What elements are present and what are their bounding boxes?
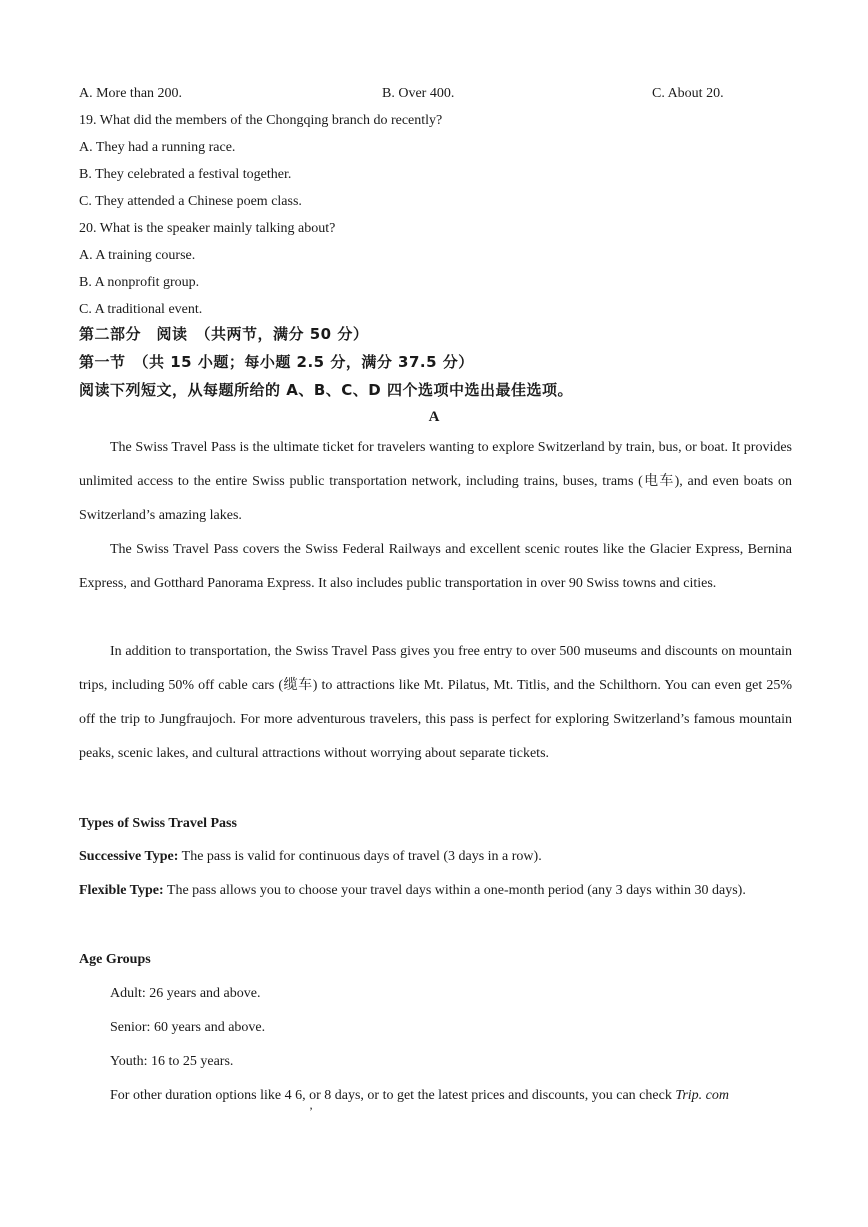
q20-option-c: C. A traditional event. <box>79 302 203 317</box>
q18-options <box>79 85 792 103</box>
section-one-heading: 第一节 （共 15 小题；每小题 2.5 分，满分 37.5 分） <box>79 353 474 371</box>
trip-com-link-text: Trip. com <box>675 1088 730 1103</box>
q20-option-a: A. A training course. <box>79 248 196 263</box>
q20-option-b: B. A nonprofit group. <box>79 275 200 290</box>
age-adult: Adult: 26 years and above. <box>110 986 261 1001</box>
paragraph-3: In addition to transportation, the Swiss Travel Pass gives you free entry to over 500 museums and discounts on mountain trips, including 50% off cable cars (缆车) to attractions like Mt. Pilatus, Mt. Titlis, and the Schilthorn. You can even get 25% off the trip to Jungfraujoch. For more adventurous travelers, this pass is perfect for exploring Switzerland’s famous mountain peaks, scenic lakes, and cultural attractions without worrying about separate tickets. <box>79 644 792 761</box>
flexible-type <box>79 874 792 908</box>
duration-options-text <box>110 1087 792 1105</box>
q18-option-a: A. More than 200. <box>79 86 183 101</box>
flexible-label: Flexible Type: <box>79 883 164 898</box>
successive-label: Successive Type: <box>79 849 179 864</box>
flexible-text: The pass allows you to choose your travel days within a one-month period (any 3 days within 30 days). <box>163 883 746 898</box>
duration-options-body: For other duration options like 4 6, or 8 days, or to get the latest prices and discounts, you can check <box>110 1088 676 1103</box>
q18-option-c: C. About 20. <box>652 86 724 101</box>
paragraph-1: The Swiss Travel Pass is the ultimate ticket for travelers wanting to explore Switzerland by train, bus, or boat. It provides unlimited access to the entire Swiss public transportation network, including trains, buses, trams (电车), and even boats on Switzerland’s amazing lakes. <box>79 440 792 523</box>
successive-type <box>79 840 792 874</box>
successive-text: The pass is valid for continuous days of travel (3 days in a row). <box>178 849 542 864</box>
q18-option-b: B. Over 400. <box>382 86 455 101</box>
q19-stem: 19. What did the members of the Chongqing branch do recently? <box>79 113 443 128</box>
q19-option-c: C. They attended a Chinese poem class. <box>79 194 302 209</box>
q19-option-b: B. They celebrated a festival together. <box>79 167 292 182</box>
age-youth: Youth: 16 to 25 years. <box>110 1054 234 1069</box>
part-two-heading: 第二部分 阅读 （共两节，满分 50 分） <box>79 325 369 343</box>
q19-option-a: A. They had a running race. <box>79 140 236 155</box>
age-groups-heading: Age Groups <box>79 952 151 967</box>
types-heading: Types of Swiss Travel Pass <box>79 816 237 831</box>
q20-stem: 20. What is the speaker mainly talking about? <box>79 221 336 236</box>
age-senior: Senior: 60 years and above. <box>110 1020 266 1035</box>
passage-letter: A <box>428 409 440 425</box>
stray-apostrophe: ’ <box>309 1104 313 1118</box>
paragraph-2: The Swiss Travel Pass covers the Swiss Federal Railways and excellent scenic routes like the Glacier Express, Bernina Express, and Gotthard Panorama Express. It also includes public transportation in over 90 Swiss towns and cities. <box>79 542 792 591</box>
reading-instruction: 阅读下列短文，从每题所给的 A、B、C、D 四个选项中选出最佳选项。 <box>79 381 573 399</box>
